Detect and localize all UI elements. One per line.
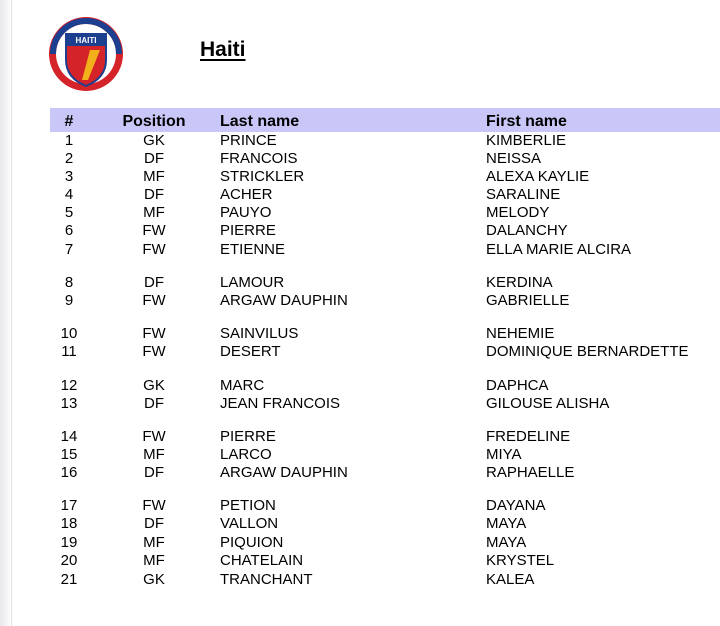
cell-position: DF — [144, 186, 164, 203]
cell-last-name: PIQUION — [220, 534, 284, 551]
cell-position: FW — [142, 292, 166, 309]
cell-number: 3 — [64, 168, 74, 185]
cell-number: 21 — [60, 571, 78, 588]
cell-number: 19 — [60, 534, 78, 551]
cell-last-name: CHATELAIN — [220, 552, 304, 569]
cell-position: FW — [142, 325, 166, 342]
column-header-first-name: First name — [486, 113, 567, 130]
cell-last-name: PRINCE — [220, 132, 277, 149]
cell-last-name: ARGAW DAUPHIN — [220, 464, 348, 481]
cell-last-name: FRANCOIS — [220, 150, 298, 167]
cell-position: FW — [142, 241, 166, 258]
cell-last-name: ARGAW DAUPHIN — [220, 292, 348, 309]
cell-first-name: KRYSTEL — [486, 552, 555, 569]
cell-position: MF — [143, 552, 165, 569]
cell-last-name: JEAN FRANCOIS — [220, 395, 341, 412]
cell-last-name: MARC — [220, 377, 265, 394]
cell-last-name: TRANCHANT — [220, 571, 313, 588]
column-header-position: Position — [122, 113, 186, 130]
cell-position: MF — [143, 204, 165, 221]
cell-number: 11 — [61, 343, 77, 360]
cell-first-name: MAYA — [486, 515, 527, 532]
cell-last-name: LAMOUR — [220, 274, 285, 291]
cell-position: MF — [143, 534, 165, 551]
cell-position: GK — [143, 132, 165, 149]
cell-position: GK — [143, 377, 165, 394]
cell-last-name: PIERRE — [220, 222, 276, 239]
cell-number: 7 — [64, 241, 74, 258]
cell-first-name: ALEXA KAYLIE — [486, 168, 590, 185]
cell-last-name: ETIENNE — [220, 241, 286, 258]
cell-number: 13 — [60, 395, 78, 412]
cell-number: 2 — [64, 150, 74, 167]
cell-first-name: DOMINIQUE BERNARDETTE — [486, 343, 689, 360]
cell-last-name: PIERRE — [220, 428, 276, 445]
logo-text: HAITI — [75, 36, 97, 45]
cell-position: DF — [144, 515, 164, 532]
cell-position: DF — [144, 150, 164, 167]
cell-number: 9 — [64, 292, 74, 309]
cell-number: 1 — [64, 132, 74, 149]
team-crest-logo — [48, 16, 124, 92]
cell-first-name: FREDELINE — [486, 428, 571, 445]
cell-first-name: KIMBERLIE — [486, 132, 567, 149]
cell-number: 14 — [60, 428, 78, 445]
cell-last-name: VALLON — [220, 515, 279, 532]
cell-position: FW — [142, 343, 166, 360]
cell-number: 17 — [60, 497, 78, 514]
cell-first-name: DAPHCA — [486, 377, 549, 394]
column-header-last-name: Last name — [220, 113, 300, 130]
cell-position: GK — [143, 571, 165, 588]
cell-first-name: KERDINA — [486, 274, 553, 291]
cell-number: 5 — [64, 204, 74, 221]
cell-position: DF — [144, 464, 164, 481]
cell-first-name: ELLA MARIE ALCIRA — [486, 241, 632, 258]
cell-position: DF — [144, 395, 164, 412]
cell-last-name: LARCO — [220, 446, 272, 463]
cell-first-name: NEISSA — [486, 150, 542, 167]
cell-number: 6 — [64, 222, 74, 239]
cell-first-name: GABRIELLE — [486, 292, 570, 309]
cell-last-name: ACHER — [220, 186, 273, 203]
cell-last-name: PAUYO — [220, 204, 272, 221]
cell-first-name: MAYA — [486, 534, 527, 551]
cell-position: FW — [142, 497, 166, 514]
page-title: Haiti — [200, 38, 246, 61]
cell-first-name: MIYA — [486, 446, 522, 463]
cell-first-name: DAYANA — [486, 497, 546, 514]
column-header-number: # — [64, 113, 74, 130]
cell-number: 15 — [60, 446, 78, 463]
cell-position: MF — [143, 168, 165, 185]
cell-number: 20 — [60, 552, 78, 569]
cell-first-name: SARALINE — [486, 186, 561, 203]
cell-position: FW — [142, 222, 166, 239]
cell-last-name: DESERT — [220, 343, 281, 360]
cell-number: 10 — [60, 325, 78, 342]
cell-first-name: RAPHAELLE — [486, 464, 575, 481]
cell-last-name: SAINVILUS — [220, 325, 299, 342]
cell-first-name: KALEA — [486, 571, 535, 588]
cell-number: 12 — [60, 377, 78, 394]
cell-first-name: DALANCHY — [486, 222, 568, 239]
cell-position: MF — [143, 446, 165, 463]
cell-first-name: GILOUSE ALISHA — [486, 395, 610, 412]
page-left-edge — [0, 0, 12, 626]
cell-first-name: NEHEMIE — [486, 325, 555, 342]
cell-number: 4 — [64, 186, 74, 203]
cell-position: FW — [142, 428, 166, 445]
cell-last-name: PETION — [220, 497, 276, 514]
cell-first-name: MELODY — [486, 204, 550, 221]
cell-last-name: STRICKLER — [220, 168, 305, 185]
cell-number: 16 — [60, 464, 78, 481]
cell-number: 8 — [64, 274, 74, 291]
cell-number: 18 — [60, 515, 78, 532]
cell-position: DF — [144, 274, 164, 291]
